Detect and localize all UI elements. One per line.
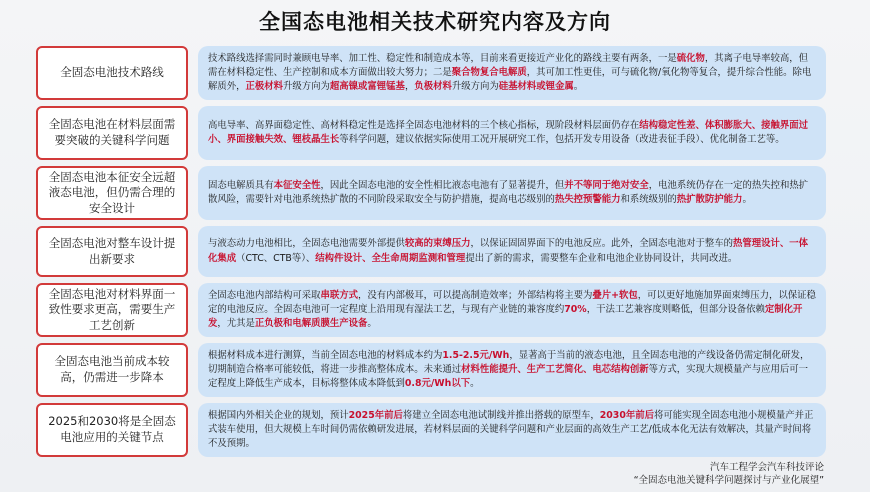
highlighted-text: 本征安全性 bbox=[273, 179, 321, 191]
topic-description bbox=[198, 283, 826, 337]
topic-description bbox=[198, 166, 826, 220]
topic-label: 全固态电池当前成本较高，仍需进一步降本 bbox=[36, 343, 188, 397]
highlighted-text: 结构稳定性差、体积膨胀大、接触界面过小、界面接触失效、锂枝晶生长 bbox=[208, 119, 809, 145]
body-text: 全固态电池内部结构可采取 bbox=[208, 289, 321, 301]
highlighted-text: 并不等同于绝对安全 bbox=[564, 179, 649, 191]
page-title: 全国态电池相关技术研究内容及方向 bbox=[259, 10, 611, 34]
topic-description bbox=[198, 46, 826, 100]
topic-label: 全固态电池本征安全远超液态电池，但仍需合理的安全设计 bbox=[36, 166, 188, 220]
highlighted-text: 叠片+软包 bbox=[592, 289, 638, 301]
topic-row bbox=[36, 46, 826, 100]
topic-label: 全固态电池在材料层面需要突破的关键科学问题 bbox=[36, 106, 188, 160]
highlighted-text: 超高镍或富锂锰基 bbox=[329, 81, 405, 93]
highlighted-text: 较高的束缚压力 bbox=[404, 238, 471, 250]
body-text: ，显著高于当前的液态电池，且全固态电池的产线设备仍需定制化研发，切期制造合格率可能较低，将进一步推高整体成本。未来通过 bbox=[208, 349, 810, 375]
body-text: 和系统级别的 bbox=[620, 194, 677, 205]
body-text: 升级方向为 bbox=[283, 81, 330, 93]
topic-label: 全固态电池对整车设计提出新要求 bbox=[36, 226, 188, 277]
body-text: 。 bbox=[367, 318, 377, 330]
topic-label: 全固态电池技术路线 bbox=[36, 46, 188, 100]
topic-row bbox=[36, 226, 826, 277]
body-text: 升级方向为 bbox=[451, 81, 499, 93]
body-text: 等方式，实现大规模量产与应用后可一定程度上降低生产成本，目标将整体成本降低到 bbox=[208, 363, 809, 390]
highlighted-text: 定制化开发 bbox=[208, 303, 803, 330]
highlighted-text: 材料性能提升、生产工艺简化、电芯结构创新 bbox=[461, 363, 649, 375]
topic-label: 2025和2030将是全固态电池应用的关键节点 bbox=[36, 403, 188, 457]
body-text: 将可能实现全固态电池小规模量产并正式装车使用，但大规模上车时间仍需依赖研发进展，若材料层面的关键科学问题和产业层面的高效生产工艺/低成本化无法有效解决，其量产时间将不及预期。 bbox=[208, 409, 814, 450]
body-text: 高电导率、高界面稳定性、高材料稳定性是选择全固态电池材料的三个核心指标，现阶段材料层面仍存在 bbox=[208, 119, 640, 131]
body-text: 等科学问题，建议依据实际使用工况开展研究工作，包括开发专用设备（改进表征手段）、优化制备工艺等。 bbox=[339, 134, 785, 145]
body-text: ，以保证固固界面下的电池反应。此外，全固态电池对于整车的 bbox=[470, 238, 734, 250]
body-text: ，电池系统仍存在一定的热失控和热扩散风险，需要针对电池系统热扩散的不同阶段采取安全与防护措施，提高电芯级别的 bbox=[208, 179, 809, 205]
topic-description bbox=[198, 403, 826, 457]
body-text: 将建立全固态电池试制线并推出搭载的原型车， bbox=[402, 409, 600, 421]
body-text: 。 bbox=[742, 194, 752, 205]
body-text: 固态电解质具有 bbox=[208, 179, 274, 191]
highlighted-text: 串联方式 bbox=[320, 289, 359, 301]
highlighted-text: 热管理设计、一体化集成 bbox=[208, 238, 809, 264]
topic-row bbox=[36, 343, 826, 397]
body-text: 。 bbox=[573, 81, 584, 93]
highlighted-text: 硫化物 bbox=[676, 52, 705, 64]
topic-row bbox=[36, 106, 826, 160]
topic-row bbox=[36, 403, 826, 457]
description-text bbox=[208, 349, 816, 391]
highlighted-text: 热扩散防护能力 bbox=[676, 194, 743, 205]
description-text bbox=[208, 52, 816, 94]
topic-row bbox=[36, 283, 826, 337]
highlighted-text: 负极材料 bbox=[414, 81, 452, 93]
body-text: ，可以更好地施加界面束缚压力，以保证稳定的电池反应。全固态电池可一定程度上沿用现有湿法工艺，与现有产业链的兼容度约 bbox=[208, 289, 816, 315]
body-text: 根据国内外相关企业的规划，预计 bbox=[208, 409, 349, 421]
highlighted-text: 结构件设计、全生命周期监测和管理 bbox=[315, 252, 466, 264]
highlighted-text: 正负极和电解质膜生产设备 bbox=[254, 318, 368, 330]
description-text bbox=[208, 409, 816, 451]
highlighted-text: 正极材料 bbox=[245, 81, 284, 93]
body-text: 。 bbox=[470, 378, 480, 390]
body-text: ，尤其是 bbox=[217, 318, 255, 330]
highlighted-text: 0.8元/Wh以下 bbox=[404, 378, 471, 390]
body-text: ，其离子电导率较高，但需在材料稳定性、生产控制和成本方面做出较大努力；二是 bbox=[208, 52, 809, 78]
highlighted-text: 硅基材料或锂金属 bbox=[498, 81, 574, 93]
source-citation bbox=[634, 462, 824, 488]
body-text: 技术路线选择需同时兼顾电导率、加工性、稳定性和制造成本等，目前来看更接近产业化的路线主要有两条，一是 bbox=[208, 52, 677, 64]
topic-description bbox=[198, 226, 826, 277]
highlighted-text: 热失控预警能力 bbox=[554, 194, 621, 205]
topic-row bbox=[36, 166, 826, 220]
body-text: ，其可加工性更佳，可与硫化物/氧化物等复合，提升综合性能。除电解质外， bbox=[208, 66, 812, 93]
body-text: 根据材料成本进行测算，当前全固态电池的材料成本约为 bbox=[208, 349, 443, 361]
body-text: 提出了新的需求，需要整车企业和电池企业协同设计，共同改进。 bbox=[465, 252, 738, 264]
body-text: 与液态动力电池相比，全固态电池需要外部提供 bbox=[208, 238, 405, 250]
topic-description bbox=[198, 106, 826, 160]
description-text bbox=[208, 289, 816, 331]
highlighted-text: 聚合物复合电解质 bbox=[451, 66, 527, 78]
highlighted-text: 70% bbox=[564, 303, 587, 315]
body-text: ，没有内部极耳，可以提高制造效率；外部结构将主要为 bbox=[358, 289, 593, 301]
highlighted-text: 2025年前后 bbox=[348, 409, 403, 421]
highlighted-text: 1.5-2.5元/Wh bbox=[442, 349, 510, 361]
description-text bbox=[208, 119, 816, 147]
body-text: ，因此全固态电池的安全性相比液态电池有了显著提升，但 bbox=[320, 179, 565, 191]
highlighted-text: 2030年前后 bbox=[599, 409, 654, 421]
source-line-2: “全固态电池关键科学问题探讨与产业化展望” bbox=[633, 474, 824, 486]
body-text: ，干法工艺兼容度则略低，但部分设备依赖 bbox=[586, 303, 765, 315]
description-text bbox=[208, 179, 816, 207]
topic-description bbox=[198, 343, 826, 397]
description-text bbox=[208, 237, 816, 265]
body-text: （CTC、CTB等）、 bbox=[236, 252, 316, 264]
source-line-1: 汽车工程学会汽车科技评论 bbox=[709, 462, 824, 473]
body-text: ， bbox=[404, 81, 415, 93]
topic-label: 全固态电池对材料界面一致性要求更高，需要生产工艺创新 bbox=[36, 283, 188, 337]
